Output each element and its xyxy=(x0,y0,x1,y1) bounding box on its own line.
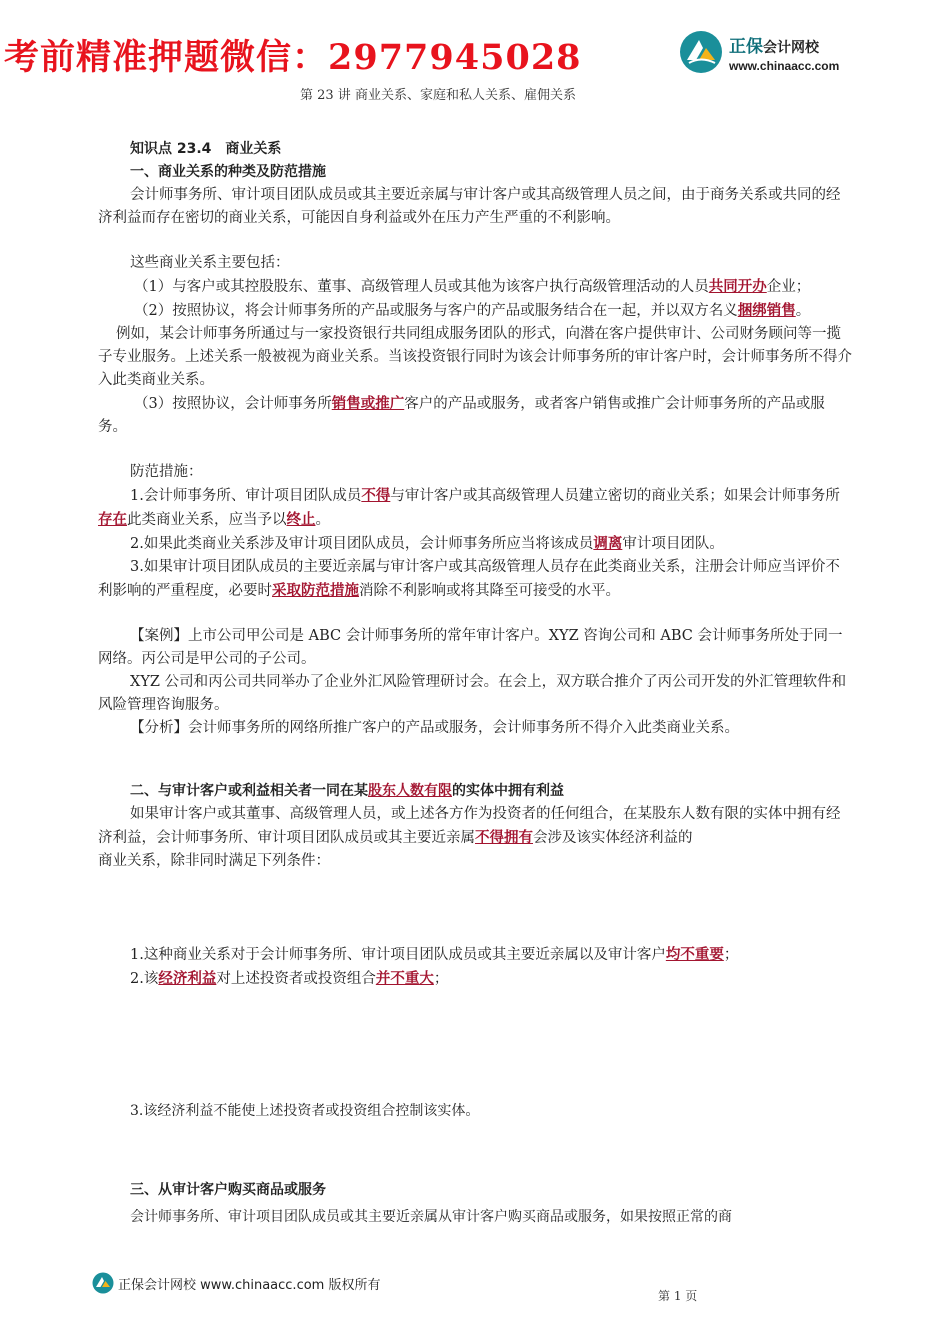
analysis-paragraph: 【分析】会计师事务所的网络所推广客户的产品或服务，会计师事务所不得介入此类商业关系。 xyxy=(130,720,739,736)
logo-brand: 正保 xyxy=(729,36,763,57)
section2-title: 二、与审计客户或利益相关者一同在某股东人数有限的实体中拥有利益 xyxy=(130,783,564,799)
highlight-joint-venture: 共同开办 xyxy=(708,278,767,295)
highlight-terminate: 终止 xyxy=(286,511,316,528)
condition-1: 1.这种商业关系对于会计师事务所、审计项目团队成员或其主要近亲属以及审计客户均不重要； xyxy=(130,946,739,963)
highlight-promote: 销售或推广 xyxy=(331,395,405,412)
measure-1: 1.会计师事务所、审计项目团队成员不得与审计客户或其高级管理人员建立密切的商业关系；如果会计师事务所存在此类商业关系，应当予以终止。 xyxy=(98,487,840,528)
section3-title-cut: 三、从审计客户购买商品或服务 xyxy=(130,1182,326,1198)
highlight-limited-shareholders: 股东人数有限 xyxy=(368,783,452,799)
chinaacc-logo-icon xyxy=(679,30,723,74)
section2-paragraph-cont: 商业关系，除非同时满足下列条件： xyxy=(98,853,330,869)
highlight-safeguards: 采取防范措施 xyxy=(272,582,359,599)
highlight-transfer: 调离 xyxy=(593,535,623,552)
logo-url: www.chinaacc.com xyxy=(729,58,840,73)
example-paragraph: 例如，某会计师事务所通过与一家投资银行共同组成服务团队的形式，向潜在客户提供审计、公司财务顾问等一揽子专业服务。上述关系一般被视为商业关系。当该投资银行同时为该会计师事务所的审计客户时，会计师事务所不得介入此类商业关系。 xyxy=(98,326,852,388)
relation-item-2: （2）按照协议，将会计师事务所的产品或服务与客户的产品或服务结合在一起，并以双方名义捆绑销售。 xyxy=(134,302,811,319)
page-footer xyxy=(92,1272,380,1294)
footer-text: 正保会计网校 www.chinaacc.com 版权所有 xyxy=(118,1277,381,1293)
relation-item-3: （3）按照协议，会计师事务所销售或推广客户的产品或服务，或者客户销售或推广会计师事务所的产品或服务。 xyxy=(98,395,825,435)
highlight-not-important: 均不重要 xyxy=(665,946,724,963)
section3-paragraph-cut: 会计师事务所、审计项目团队成员或其主要近亲属从审计客户购买商品或服务，如果按照正常的商 xyxy=(130,1209,732,1225)
highlight-bundled-sales: 捆绑销售 xyxy=(737,302,796,319)
measure-3: 3.如果审计项目团队成员的主要近亲属与审计客户或其高级管理人员存在此类商业关系，注册会计师应当评价不利影响的严重程度，必要时采取防范措施消除不利影响或将其降至可接受的水平。 xyxy=(98,559,840,599)
highlight-not-material: 并不重大 xyxy=(375,970,434,987)
highlight-must-not: 不得 xyxy=(361,487,391,504)
highlight-must-not-own: 不得拥有 xyxy=(475,829,533,846)
measures-title: 防范措施： xyxy=(130,464,203,480)
document-body xyxy=(98,138,853,991)
promo-banner: 考前精准押题微信：2977945028 xyxy=(4,37,582,78)
highlight-exists: 存在 xyxy=(98,511,127,528)
section1-title: 一、商业关系的种类及防范措施 xyxy=(130,164,326,180)
case-paragraph: 【案例】上市公司甲公司是 ABC 会计师事务所的常年审计客户。XYZ 咨询公司和 ABC 会计师事务所处于同一网络。丙公司是甲公司的子公司。 xyxy=(98,628,843,667)
logo-name: 会计网校 xyxy=(763,39,819,56)
condition-2: 2.该经济利益对上述投资者或投资组合并不重大； xyxy=(130,970,449,987)
relations-lead: 这些商业关系主要包括： xyxy=(130,255,290,271)
footer-logo-icon xyxy=(92,1272,114,1294)
measure-2: 2.如果此类商业关系涉及审计项目团队成员，会计师事务所应当将该成员调离审计项目团队。 xyxy=(130,535,724,552)
case-paragraph-2: XYZ 公司和丙公司共同举办了企业外汇风险管理研讨会。在会上，双方联合推介了丙公司开发的外汇管理软件和风险管理咨询服务。 xyxy=(98,674,847,713)
section1-intro: 会计师事务所、审计项目团队成员或其主要近亲属与审计客户或其高级管理人员之间，由于商务关系或共同的经济利益而存在密切的商业关系，可能因自身利益或外在压力产生严重的不利影响。 xyxy=(98,187,841,226)
knowledge-point-title: 知识点 23.4 商业关系 xyxy=(130,141,282,157)
chinaacc-logo xyxy=(679,30,839,74)
section2-paragraph: 如果审计客户或其董事、高级管理人员，或上述各方作为投资者的任何组合，在某股东人数有限的实体中拥有经济利益，会计师事务所、审计项目团队成员或其主要近亲属不得拥有会涉及该实体经济利益的 xyxy=(98,806,841,846)
relation-item-1: （1）与客户或其控股股东、董事、高级管理人员或其他为该客户执行高级管理活动的人员共同开办企业； xyxy=(134,278,811,295)
condition-3-cut: 3.该经济利益不能使上述投资者或投资组合控制该实体。 xyxy=(130,1103,480,1119)
page-number: 第 1 页 xyxy=(658,1289,698,1303)
highlight-economic-interest: 经济利益 xyxy=(158,970,217,987)
cut-lecture-header: 第 23 讲 商业关系、家庭和私人关系、雇佣关系 xyxy=(300,88,576,103)
